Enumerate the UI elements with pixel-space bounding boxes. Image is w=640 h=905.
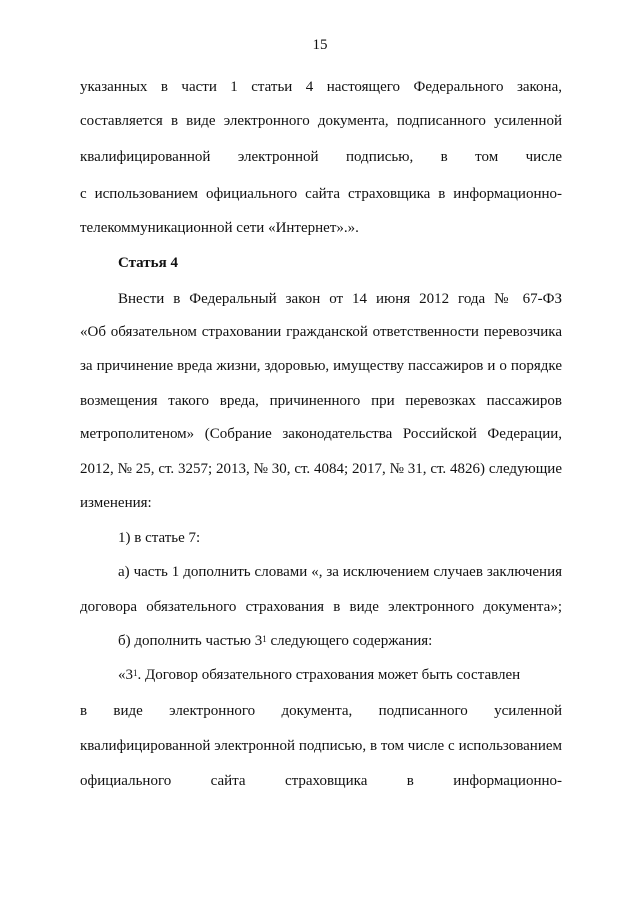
text-line: с использованием официального сайта страховщика в информационно- (80, 186, 562, 202)
text-line: официального сайта страховщика в информационно- (80, 773, 562, 789)
text-line: изменения: (80, 495, 152, 511)
text-line: возмещения такого вреда, причиненного при перевозках пассажиров (80, 393, 562, 409)
line-part: следующего содержания: (270, 633, 433, 649)
text-line: указанных в части 1 статьи 4 настоящего Федерального закона, (80, 79, 562, 95)
text-line (118, 665, 562, 685)
superscript: 1 (133, 668, 138, 678)
line-part: . Договор обязательного страхования может быть составлен (137, 667, 521, 683)
text-line: телекоммуникационной сети «Интернет».». (80, 220, 359, 236)
article-heading: Статья 4 (118, 255, 178, 271)
text-line: договора обязательного страхования в виде электронного документа»; (80, 599, 562, 615)
text-line: квалифицированной электронной подписью, в том числе с использованием (80, 738, 562, 754)
text-line: в виде электронного документа, подписанного усиленной (80, 703, 562, 719)
line-part: б) дополнить частью 3 (118, 633, 263, 649)
superscript: 1 (262, 634, 267, 644)
text-line (118, 631, 562, 651)
text-line: а) часть 1 дополнить словами «, за исключением случаев заключения (118, 564, 562, 580)
text-line: 1) в статье 7: (118, 530, 201, 546)
line-part: «3 (118, 667, 133, 683)
text-line: составляется в виде электронного документа, подписанного усиленной (80, 113, 562, 129)
text-line: за причинение вреда жизни, здоровью, имуществу пассажиров и о порядке (80, 358, 562, 374)
text-line: 2012, № 25, ст. 3257; 2013, № 30, ст. 4084; 2017, № 31, ст. 4826) следующие (80, 461, 562, 477)
text-line: Внести в Федеральный закон от 14 июня 2012 года № 67-ФЗ (118, 291, 562, 307)
text-line: метрополитеном» (Собрание законодательства Российской Федерации, (80, 426, 562, 442)
text-line: «Об обязательном страховании гражданской ответственности перевозчика (80, 324, 562, 340)
text-line: квалифицированной электронной подписью, в том числе (80, 149, 562, 165)
page-number: 15 (312, 37, 328, 53)
